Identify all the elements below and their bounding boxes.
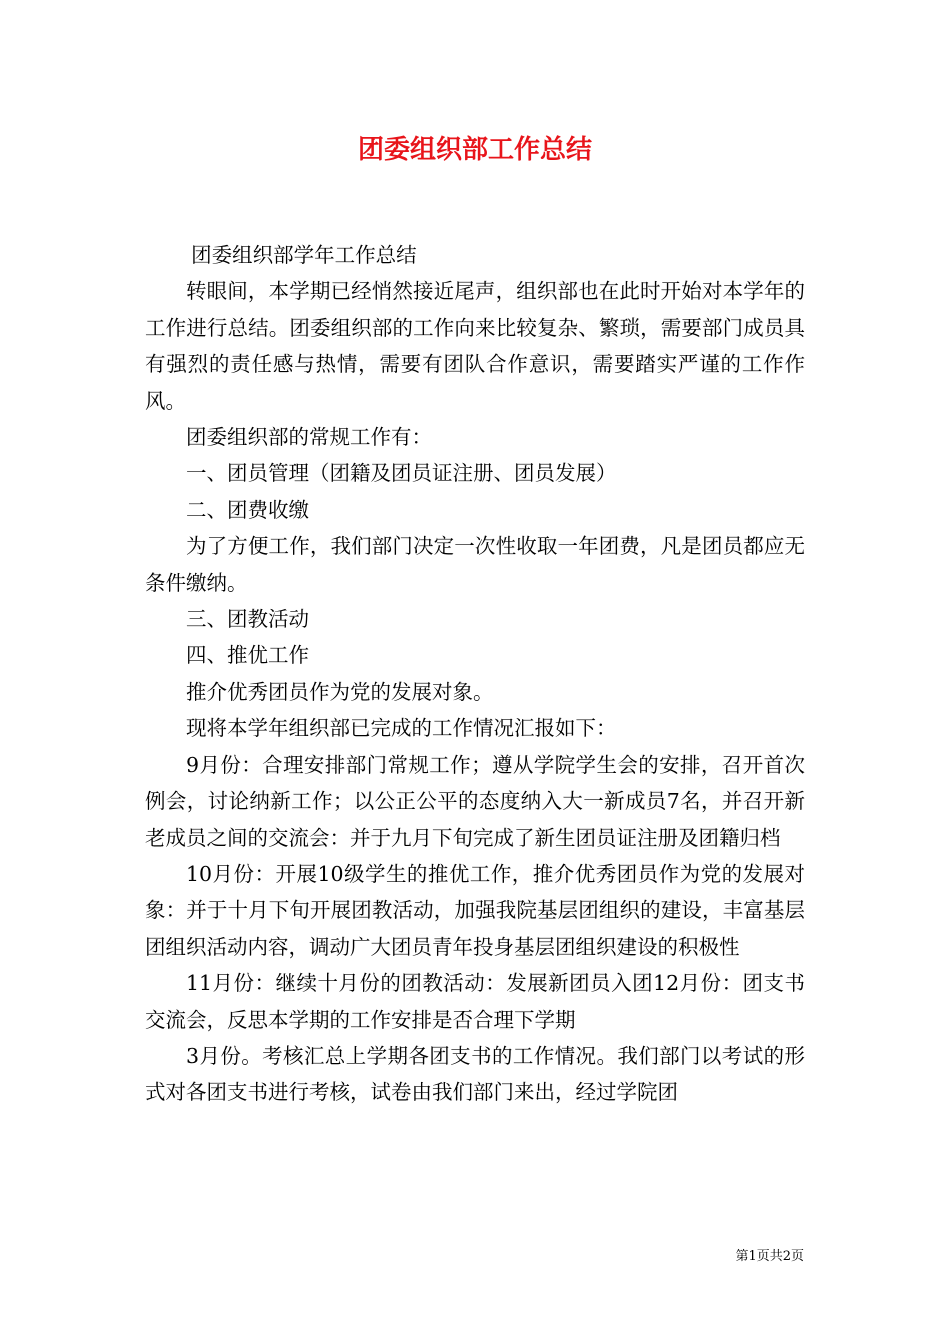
paragraph-recommendation-detail: 推介优秀团员作为党的发展对象。 (186, 679, 494, 704)
document-title: 团委组织部工作总结 (357, 135, 592, 165)
list-item-education-activity: 三、团教活动 (186, 607, 309, 632)
paragraph-october: 10月份：开展10级学生的推优工作，推介优秀团员作为党的发展对象：并于十月下旬开展团教活动，加强我院基层团组织的建设，丰富基层团组织活动内容，调动广大团员青年投身基层团组织建设的积极性 (145, 861, 805, 959)
paragraph-routine-heading: 团委组织部的常规工作有： (186, 425, 432, 450)
paragraph-november: 11月份：继续十月份的团教活动：发展新团员入团12月份：团支书交流会，反思本学期的工作安排是否合理下学期 (145, 971, 805, 1032)
list-item-recommendation: 四、推优工作 (186, 643, 309, 668)
list-item-fee-collection: 二、团费收缴 (186, 497, 309, 522)
list-item-member-management: 一、团员管理（团籍及团员证注册、团员发展） (186, 461, 617, 486)
paragraph-intro: 转眼间，本学期已经悄然接近尾声，组织部也在此时开始对本学年的工作进行总结。团委组织部的工作向来比较复杂、繁琐，需要部门成员具有强烈的责任感与热情，需要有团队合作意识，需要踏实严谨的工作作风。 (145, 279, 805, 413)
paragraph-september: 9月份：合理安排部门常规工作；遵从学院学生会的安排，召开首次例会，讨论纳新工作；以公正公平的态度纳入大一新成员7名，并召开新老成员之间的交流会：并于九月下旬完成了新生团员证注册及团籍归档 (145, 752, 805, 850)
paragraph-report-intro: 现将本学年组织部已完成的工作情况汇报如下： (186, 716, 617, 741)
section-subtitle: 团委组织部学年工作总结 (191, 243, 417, 267)
paragraph-fee-detail: 为了方便工作，我们部门决定一次性收取一年团费，凡是团员都应无条件缴纳。 (145, 534, 805, 595)
paragraph-march: 3月份。考核汇总上学期各团支书的工作情况。我们部门以考试的形式对各团支书进行考核，试卷由我们部门来出，经过学院团 (145, 1043, 805, 1105)
document-body (145, 237, 805, 1111)
page-number: 第1页共2页 (735, 1249, 804, 1264)
